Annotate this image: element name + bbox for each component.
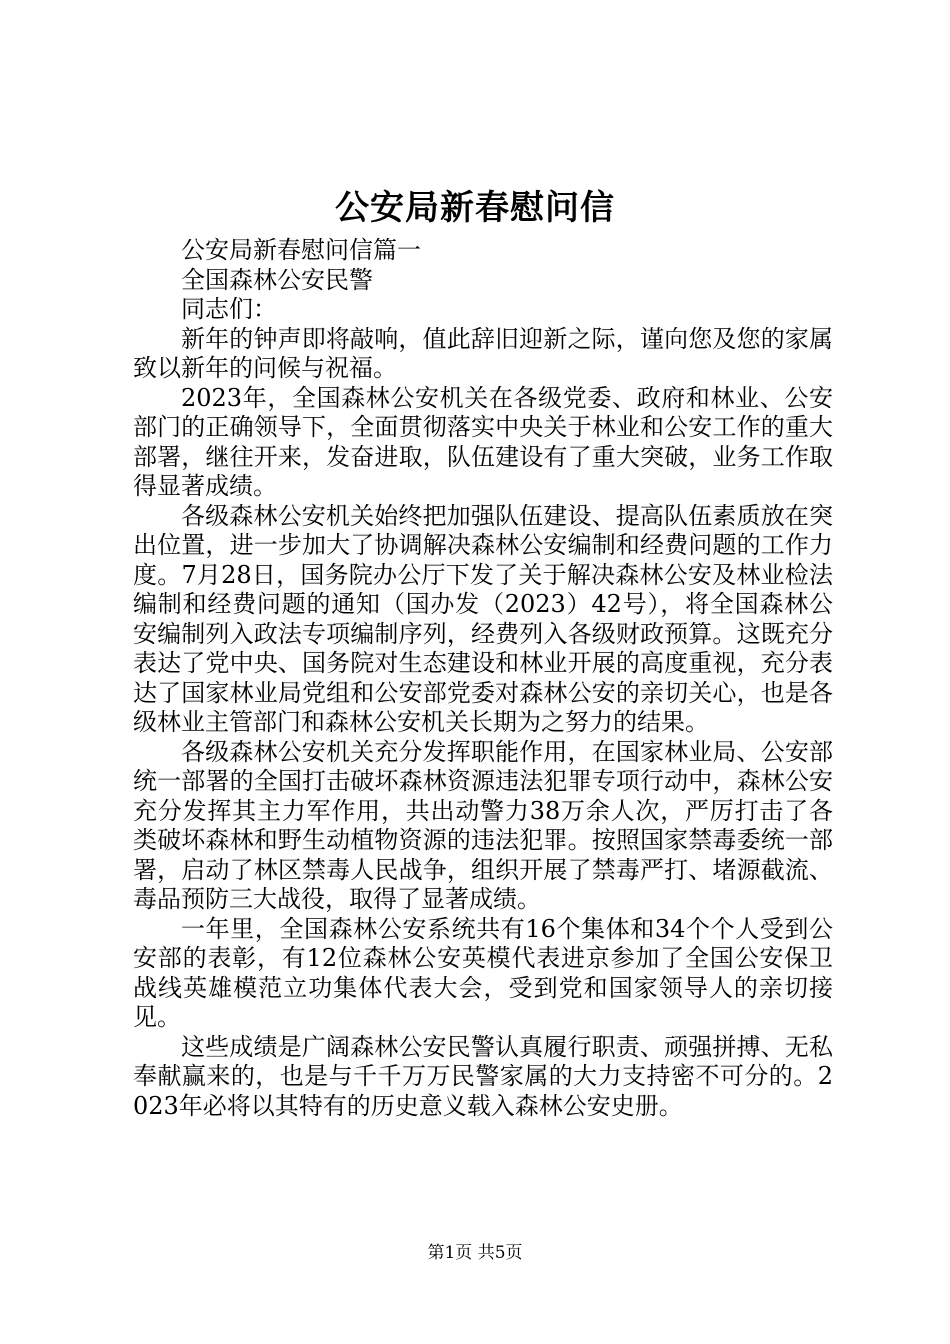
page-footer: 第1页 共5页 — [427, 1243, 523, 1263]
document-title: 公安局新春慰问信 — [335, 188, 615, 228]
document-body — [133, 236, 833, 1121]
recipient: 全国森林公安民警 — [181, 265, 373, 294]
subtitle: 公安局新春慰问信篇一 — [181, 236, 421, 264]
paragraph: 各级森林公安机关充分发挥职能作用，在国家林业局、公安部统一部署的全国打击破坏森林资源违法犯罪专项行动中，森林公安充分发挥其主力军作用，共出动警力38万余人次，严厉打击了各类破坏森林和野生动植物资源的违法犯罪。按照国家禁毒委统一部署，启动了林区禁毒人民战争，组织开展了禁毒严打、堵源截流、毒品预防三大战役，取得了显著成绩。 — [133, 737, 833, 913]
paragraph: 一年里，全国森林公安系统共有16个集体和34个个人受到公安部的表彰，有12位森林公安英模代表进京参加了全国公安保卫战线英雄模范立功集体代表大会，受到党和国家领导人的亲切接见。 — [133, 914, 833, 1031]
paragraph: 这些成绩是广阔森林公安民警认真履行职责、顽强拼搏、无私奉献赢来的，也是与千千万万民警家属的大力支持密不可分的。2023年必将以其特有的历史意义载入森林公安史册。 — [133, 1032, 833, 1120]
paragraph: 各级森林公安机关始终把加强队伍建设、提高队伍素质放在突出位置，进一步加大了协调解决森林公安编制和经费问题的工作力度。7月28日，国务院办公厅下发了关于解决森林公安及林业检法编制和经费问题的通知（国办发（2023）42号），将全国森林公安编制列入政法专项编制序列，经费列入各级财政预算。这既充分表达了党中央、国务院对生态建设和林业开展的高度重视，充分表达了国家林业局党组和公安部党委对森林公安的亲切关心，也是各级林业主管部门和森林公安机关长期为之努力的结果。 — [133, 501, 833, 736]
paragraph: 2023年，全国森林公安机关在各级党委、政府和林业、公安部门的正确领导下，全面贯彻落实中央关于林业和公安工作的重大部署，继往开来，发奋进取，队伍建设有了重大突破，业务工作取得显著成绩。 — [133, 383, 833, 500]
paragraph: 新年的钟声即将敲响，值此辞旧迎新之际，谨向您及您的家属致以新年的问候与祝福。 — [133, 324, 833, 382]
salutation: 同志们： — [181, 295, 277, 323]
